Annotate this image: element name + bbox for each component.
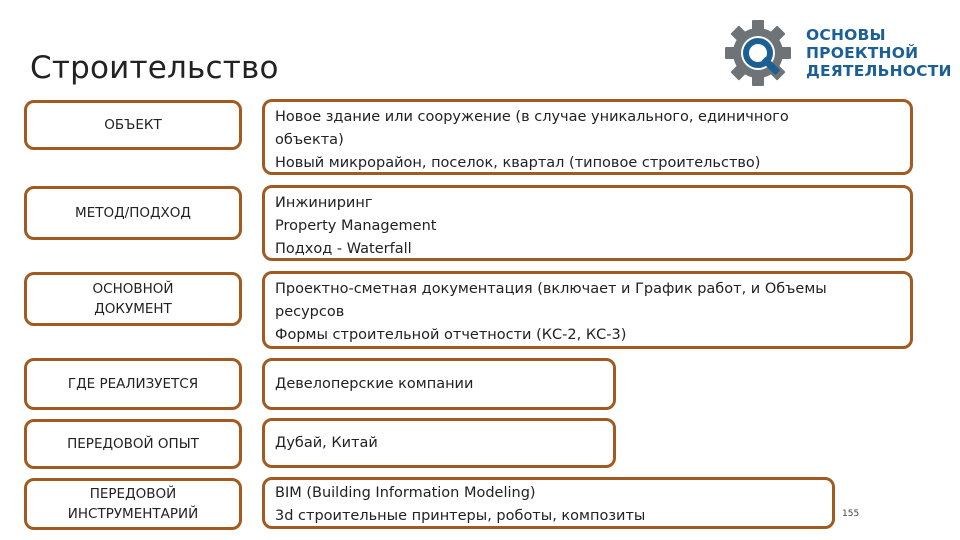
content-line: Новый микрорайон, поселок, квартал (типовое строительство) [275,155,761,171]
content-line: 3d строительные принтеры, роботы, композиты [275,508,646,524]
row-content-method [262,185,913,261]
row-label-best-tools: ПЕРЕДОВОЙ ИНСТРУМЕНТАРИЙ [24,478,242,530]
row-label-where-implemented: ГДЕ РЕАЛИЗУЕТСЯ [24,358,242,410]
content-line: Property Management [275,218,437,234]
logo-line: ПРОЕКТНОЙ [806,44,919,62]
content-line: Девелоперские компании [275,376,474,392]
content-line: Подход - Waterfall [275,241,412,257]
content-line: Дубай, Китай [275,435,378,451]
content-line: Проектно-сметная документация (включает и График работ, и Объемы [275,281,827,297]
logo-line: ДЕЯТЕЛЬНОСТИ [806,62,952,80]
content-line: Инжиниринг [275,195,373,211]
content-line: Новое здание или сооружение (в случае уникального, единичного [275,109,789,125]
page-number: 155 [842,509,860,519]
row-label-main-document: ОСНОВНОЙ ДОКУМЕНТ [24,272,242,326]
row-label-object: ОБЪЕКТ [24,100,242,150]
row-content-best-tools [262,477,835,529]
logo-line: ОСНОВЫ [806,26,886,44]
content-line: объекта) [275,132,344,148]
content-line: BIM (Building Information Modeling) [275,485,536,501]
row-content-best-practice [262,418,616,468]
row-content-main-document [262,271,913,349]
gear-magnifier-icon [724,18,796,88]
logo-text [806,26,952,80]
row-label-method: МЕТОД/ПОДХОД [24,186,242,240]
row-label-best-practice: ПЕРЕДОВОЙ ОПЫТ [24,419,242,469]
content-line: ресурсов [275,304,345,320]
content-line: Формы строительной отчетности (КС-2, КС-3) [275,327,627,343]
logo [724,18,952,88]
row-content-object [262,99,913,175]
row-content-where-implemented [262,358,616,410]
slide-title: Строительство [30,50,279,86]
